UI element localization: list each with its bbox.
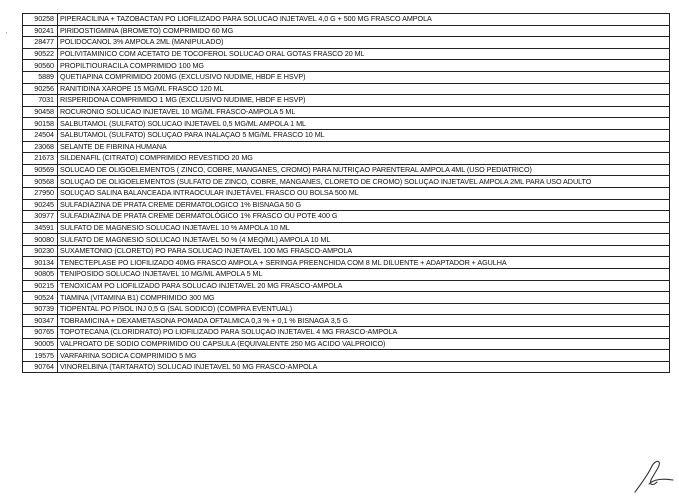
table-row (23, 361, 670, 373)
signature-mark (631, 458, 675, 494)
item-code: 90568 (23, 176, 58, 188)
item-description: PROPILTIOURACILA COMPRIMIDO 100 MG (58, 60, 670, 72)
item-code: 90080 (23, 234, 58, 246)
item-code: 90347 (23, 315, 58, 327)
item-description: POLIVITAMINICO COM ACETATO DE TOCOFEROL SOLUCAO ORAL GOTAS FRASCO 20 ML (58, 48, 670, 60)
item-description: POLIDOCANOL 3% AMPOLA 2ML (MANIPULADO) (58, 37, 670, 49)
table-row (23, 48, 670, 60)
item-description: VARFARINA SODICA COMPRIMIDO 5 MG (58, 350, 670, 362)
item-code: 90245 (23, 199, 58, 211)
table-row (23, 303, 670, 315)
item-description: SULFATO DE MAGNESIO SOLUCAO INJETAVEL 50 % (4 MEQ/ML) AMPOLA 10 ML (58, 234, 670, 246)
item-description: SOLUCAO DE OLIGOELEMENTOS ( ZINCO, COBRE, MANGANES, CROMO) PARA NUTRIÇAO PARENTERAL AMPOLA 4ML (USO PEDIATRICO) (58, 164, 670, 176)
medication-table (22, 13, 670, 373)
item-code: 90524 (23, 292, 58, 304)
item-description: TENECTEPLASE PO LIOFILIZADO 40MG FRASCO AMPOLA + SERINGA PREENCHIDA COM 8 ML DILUENTE + ADAPTADOR + AGULHA (58, 257, 670, 269)
item-description: ROCURONIO SOLUCAO INJETAVEL 10 MG/ML FRASCO-AMPOLA 5 ML (58, 106, 670, 118)
table-row (23, 95, 670, 107)
item-description: TOBRAMICINA + DEXAMETASONA POMADA OFTALMICA 0,3 % + 0,1 % BISNAGA 3,5 G (58, 315, 670, 327)
item-description: SULFADIAZINA DE PRATA CREME DERMATOLOGICO 1% BISNAGA 50 G (58, 199, 670, 211)
item-code: 90005 (23, 338, 58, 350)
table-row (23, 280, 670, 292)
item-description: SALBUTAMOL (SULFATO) SOLUÇAO PARA INALAÇAO 5 MG/ML FRASCO 10 ML (58, 129, 670, 141)
item-description: TENOXICAM PO LIOFILIZADO PARA SOLUCAO INJETAVEL 20 MG FRASCO-AMPOLA (58, 280, 670, 292)
item-description: SULFATO DE MAGNESIO SOLUCAO INJETAVEL 10 % AMPOLA 10 ML (58, 222, 670, 234)
item-code: 90458 (23, 106, 58, 118)
table-row (23, 187, 670, 199)
item-code: 19575 (23, 350, 58, 362)
table-row (23, 83, 670, 95)
item-description: PIPERACILINA + TAZOBACTAN PO LIOFILIZADO PARA SOLUCAO INJETAVEL 4,0 G + 500 MG FRASCO AMPOLA (58, 14, 670, 26)
item-code: 90764 (23, 361, 58, 373)
table-row (23, 164, 670, 176)
item-code: 23068 (23, 141, 58, 153)
item-description: TENIPOSIDO SOLUCAO INJETAVEL 10 MG/ML AMPOLA 5 ML (58, 269, 670, 281)
item-code: 90522 (23, 48, 58, 60)
item-code: 90258 (23, 14, 58, 26)
table-row (23, 60, 670, 72)
table-row (23, 269, 670, 281)
item-description: SALBUTAMOL (SULFATO) SOLUCAO INJETAVEL 0,5 MG/ML AMPOLA 1 ML (58, 118, 670, 130)
table-row (23, 292, 670, 304)
table-row (23, 211, 670, 223)
table-row (23, 153, 670, 165)
table-row (23, 257, 670, 269)
table-row (23, 141, 670, 153)
table-row (23, 37, 670, 49)
item-code: 21673 (23, 153, 58, 165)
item-description: VALPROATO DE SODIO COMPRIMIDO OU CAPSULA (EQUIVALENTE 250 MG ACIDO VALPROICO) (58, 338, 670, 350)
item-code: 24504 (23, 129, 58, 141)
item-code: 7031 (23, 95, 58, 107)
item-description: QUETIAPINA COMPRIMIDO 200MG (EXCLUSIVO NUDIME, HBDF E HSVP) (58, 71, 670, 83)
item-code: 90215 (23, 280, 58, 292)
table-row (23, 118, 670, 130)
item-description: SULFADIAZINA DE PRATA CREME DERMATOLÓGICO 1% FRASCO OU POTE 400 G (58, 211, 670, 223)
table-row (23, 129, 670, 141)
table-row (23, 327, 670, 339)
item-description: VINORELBINA (TARTARATO) SOLUCAO INJETAVEL 50 MG FRASCO-AMPOLA (58, 361, 670, 373)
item-description: SOLUÇAO SALINA BALANCEADA INTRAOCULAR INJETÁVEL FRASCO OU BOLSA 500 ML (58, 187, 670, 199)
item-code: 28477 (23, 37, 58, 49)
item-code: 5889 (23, 71, 58, 83)
item-description: TOPOTECANA (CLORIDRATO) PO LIOFILIZADO PARA SOLUÇAO INJETAVEL 4 MG FRASCO-AMPOLA (58, 327, 670, 339)
item-code: 90765 (23, 327, 58, 339)
item-code: 90241 (23, 25, 58, 37)
table-row (23, 199, 670, 211)
table-row (23, 222, 670, 234)
table-row (23, 234, 670, 246)
item-description: SOLUÇAO DE OLIGOELEMENTOS (SULFATO DE ZINCO, COBRE, MANGANES, CLORETO DE CROMO) SOLUÇAO INJETAVEL AMPOLA 2ML PARA USO ADULTO (58, 176, 670, 188)
item-description: SUXAMETONIO (CLORETO) PO PARA SOLUCAO INJETAVEL 100 MG FRASCO-AMPOLA (58, 245, 670, 257)
table-row (23, 338, 670, 350)
table-row (23, 350, 670, 362)
table-row (23, 245, 670, 257)
item-description: TIAMINA (VITAMINA B1) COMPRIMIDO 300 MG (58, 292, 670, 304)
item-code: 90560 (23, 60, 58, 72)
item-code: 90739 (23, 303, 58, 315)
item-code: 27950 (23, 187, 58, 199)
margin-mark: ' (6, 32, 8, 39)
item-description: PIRIDOSTIGMINA (BROMETO) COMPRIMIDO 60 MG (58, 25, 670, 37)
table-row (23, 176, 670, 188)
medication-table-body (23, 14, 670, 373)
table-row (23, 14, 670, 26)
item-code: 90230 (23, 245, 58, 257)
table-row (23, 25, 670, 37)
item-code: 90158 (23, 118, 58, 130)
item-description: TIOPENTAL PO P/SOL INJ 0,5 G (SAL SODICO) (COMPRA EVENTUAL) (58, 303, 670, 315)
item-description: RISPERIDONA COMPRIMIDO 1 MG (EXCLUSIVO NUDIME, HBDF E HSVP) (58, 95, 670, 107)
item-description: RANITIDINA XAROPE 15 MG/ML FRASCO 120 ML (58, 83, 670, 95)
item-description: SELANTE DE FIBRINA HUMANA (58, 141, 670, 153)
table-row (23, 71, 670, 83)
item-code: 90805 (23, 269, 58, 281)
table-row (23, 315, 670, 327)
item-code: 30977 (23, 211, 58, 223)
item-code: 90569 (23, 164, 58, 176)
item-description: SILDENAFIL (CITRATO) COMPRIMIDO REVESTIDO 20 MG (58, 153, 670, 165)
item-code: 90134 (23, 257, 58, 269)
table-row (23, 106, 670, 118)
item-code: 90256 (23, 83, 58, 95)
item-code: 34591 (23, 222, 58, 234)
